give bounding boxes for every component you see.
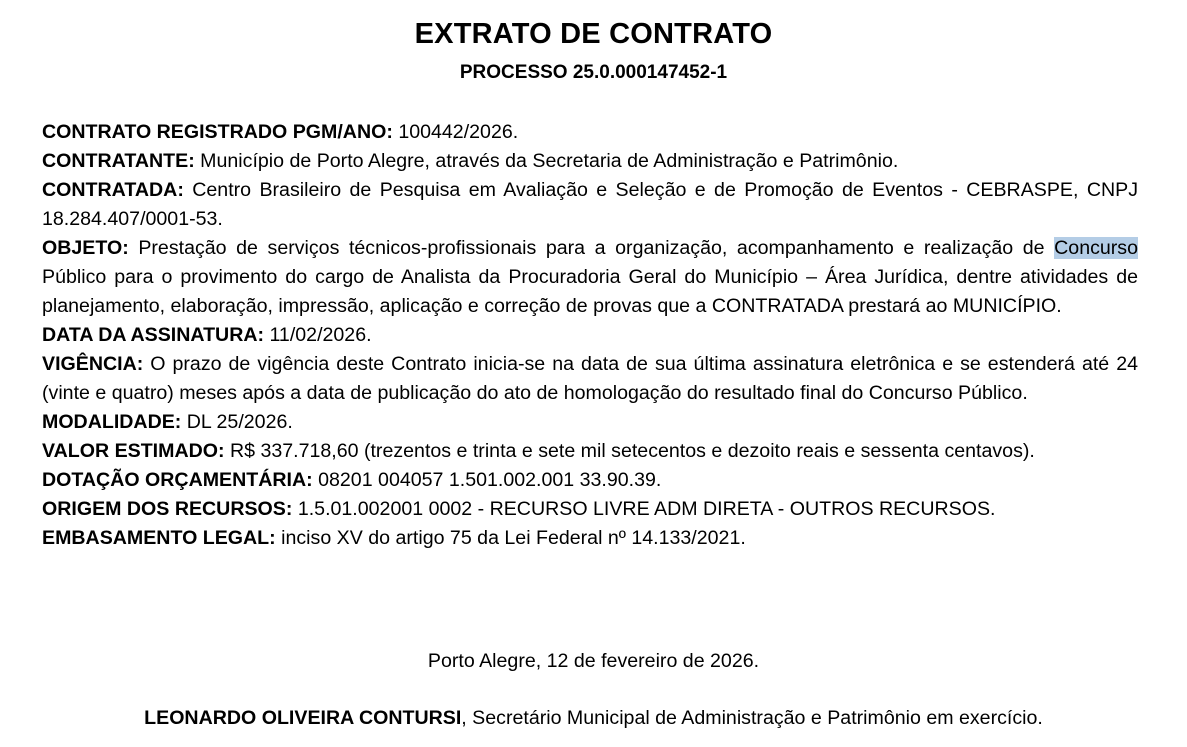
field-value: O prazo de vigência deste Contrato inicia-se na data de sua última assinatura eletrônica e se estenderá até 24 (vinte e quatro) meses após a data de publicação do ato de homologação do resultado final do Concurso Público. — [42, 353, 1138, 404]
document-title: EXTRATO DE CONTRATO — [414, 18, 773, 50]
field-label: VIGÊNCIA: — [42, 353, 144, 375]
field-contratante — [42, 147, 1138, 176]
field-value: 100442/2026. — [392, 121, 519, 143]
field-value: 11/02/2026. — [264, 324, 372, 346]
field-label: MODALIDADE: — [42, 411, 182, 433]
signature-line — [0, 705, 1187, 731]
field-label: ORIGEM DOS RECURSOS: — [42, 498, 293, 520]
field-contrato — [42, 118, 1138, 147]
contract-body — [42, 118, 1138, 553]
field-value: DL 25/2026. — [181, 411, 293, 433]
field-value: 08201 004057 1.501.002.001 33.90.39. — [312, 469, 662, 491]
field-objeto — [42, 234, 1138, 321]
field-vigencia — [42, 350, 1138, 408]
field-dotacao — [42, 466, 1138, 495]
field-label: CONTRATADA: — [42, 179, 184, 201]
field-label: OBJETO: — [42, 237, 129, 259]
field-data-assinatura — [42, 321, 1138, 350]
field-embasamento — [42, 524, 1138, 553]
field-value: Centro Brasileiro de Pesquisa em Avaliação e Seleção e de Promoção de Eventos - CEBRASPE, CNPJ 18.284.407/0001-53. — [42, 179, 1138, 230]
field-value: Município de Porto Alegre, através da Secretaria de Administração e Patrimônio. — [194, 150, 899, 172]
field-label: DATA DA ASSINATURA: — [42, 324, 265, 346]
field-value: Prestação de serviços técnicos-profissionais para a organização, acompanhamento e realização de — [128, 237, 1055, 259]
field-label: EMBASAMENTO LEGAL: — [42, 527, 276, 549]
field-value: 1.5.01.002001 0002 - RECURSO LIVRE ADM DIRETA - OUTROS RECURSOS. — [292, 498, 996, 520]
field-value: Público para o provimento do cargo de Analista da Procuradoria Geral do Município – Área Jurídica, dentre atividades de planejamento, elaboração, impressão, aplicação e correção de provas que a CONTRATADA prestará ao MUNICÍPIO. — [42, 266, 1138, 317]
field-valor — [42, 437, 1138, 466]
signatory-role: , Secretário Municipal de Administração e Patrimônio em exercício. — [461, 707, 1043, 729]
field-contratada — [42, 176, 1138, 234]
selected-text[interactable]: Concurso — [1054, 237, 1138, 259]
place-date: Porto Alegre, 12 de fevereiro de 2026. — [427, 650, 760, 672]
field-value: inciso XV do artigo 75 da Lei Federal nº 14.133/2021. — [275, 527, 746, 549]
field-label: CONTRATANTE: — [42, 150, 195, 172]
field-origem — [42, 495, 1138, 524]
field-label: CONTRATO REGISTRADO PGM/ANO: — [42, 121, 393, 143]
field-label: VALOR ESTIMADO: — [42, 440, 225, 462]
signatory-name: LEONARDO OLIVEIRA CONTURSI — [144, 707, 462, 729]
field-value: R$ 337.718,60 (trezentos e trinta e sete mil setecentos e dezoito reais e sessenta centavos). — [224, 440, 1035, 462]
process-number: PROCESSO 25.0.000147452-1 — [459, 62, 728, 83]
field-label: DOTAÇÃO ORÇAMENTÁRIA: — [42, 469, 313, 491]
field-modalidade — [42, 408, 1138, 437]
